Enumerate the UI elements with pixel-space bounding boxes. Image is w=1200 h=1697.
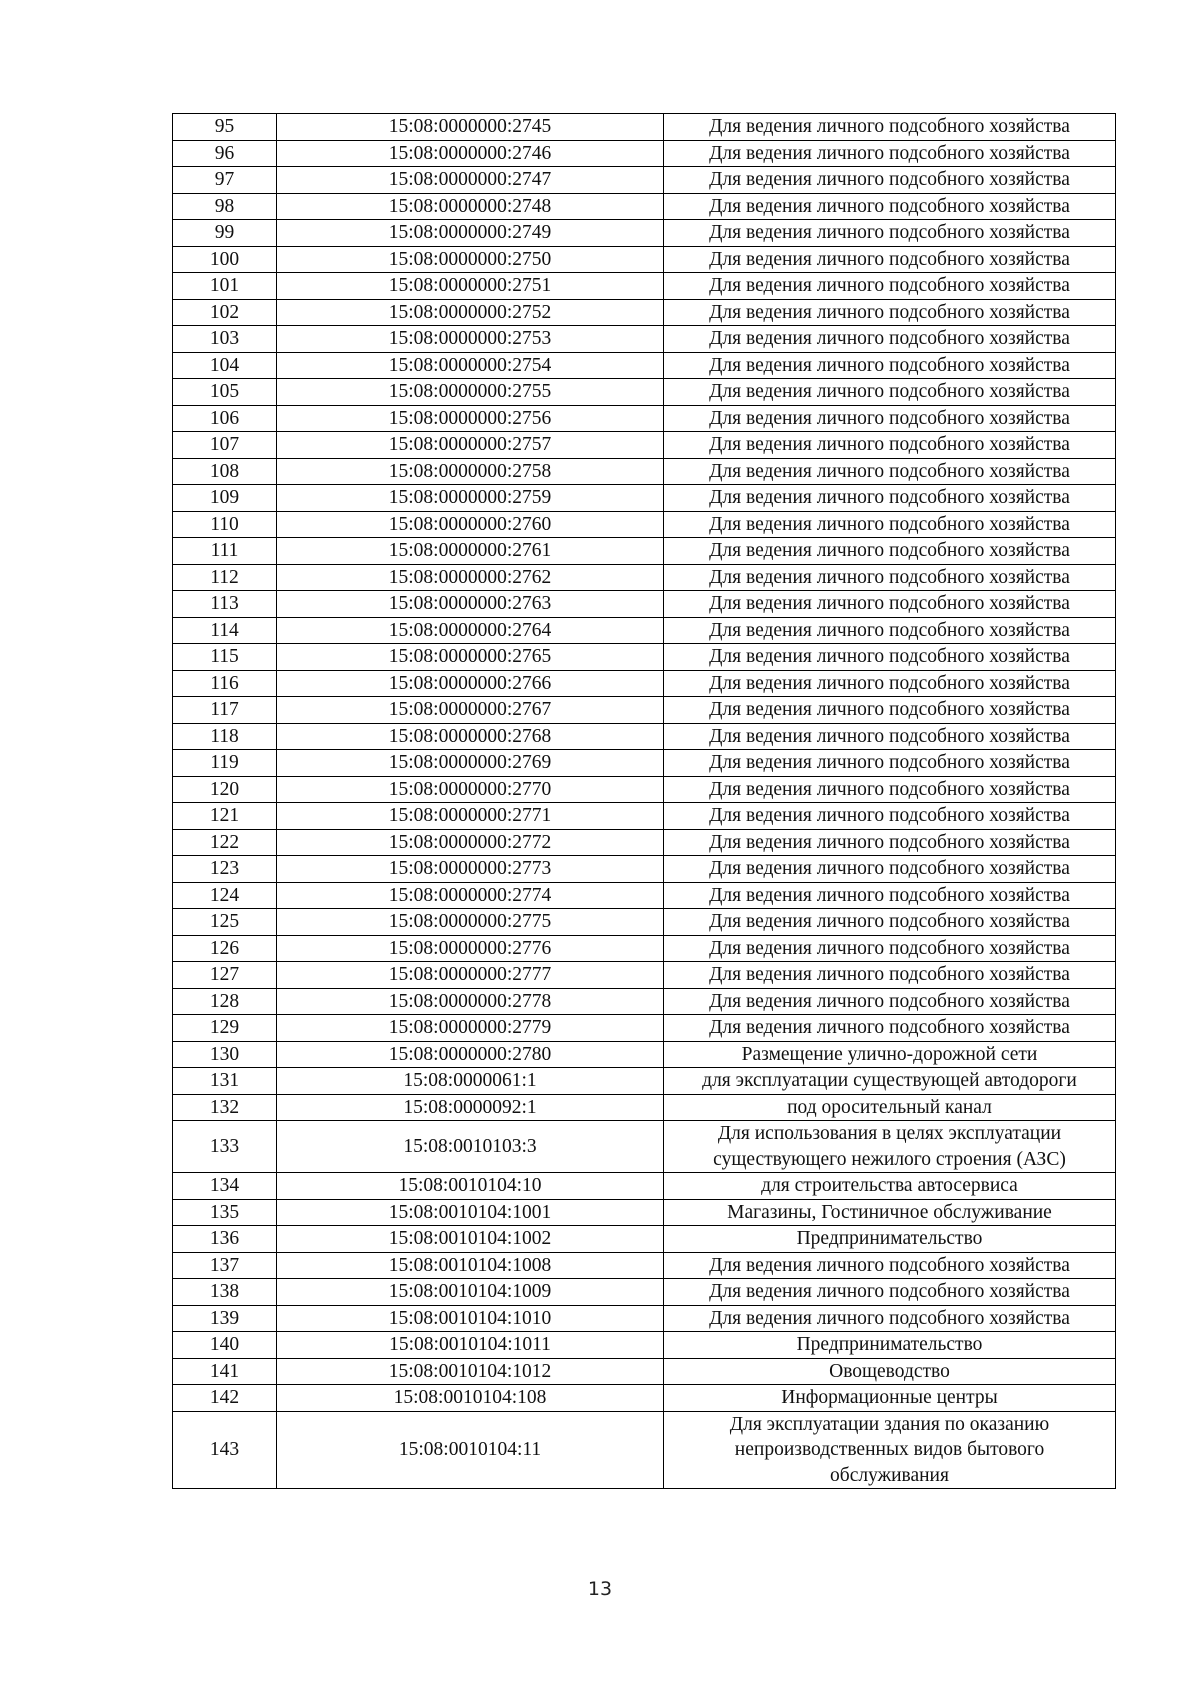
cadastral-number-cell: 15:08:0010104:1008	[277, 1252, 664, 1279]
row-number-cell: 137	[173, 1252, 277, 1279]
row-number-cell: 116	[173, 670, 277, 697]
table-row	[173, 1199, 1116, 1226]
table-row	[173, 670, 1116, 697]
cadastral-number-cell: 15:08:0000000:2778	[277, 988, 664, 1015]
row-number-cell: 106	[173, 405, 277, 432]
row-number-cell: 110	[173, 511, 277, 538]
cadastral-number-cell: 15:08:0000000:2764	[277, 617, 664, 644]
row-number-cell: 100	[173, 246, 277, 273]
table-body	[173, 114, 1116, 1489]
table-row	[173, 776, 1116, 803]
cadastral-number-cell: 15:08:0000000:2752	[277, 299, 664, 326]
permitted-use-cell: Для ведения личного подсобного хозяйства	[664, 405, 1116, 432]
table-row	[173, 935, 1116, 962]
cadastral-number-cell: 15:08:0010104:1011	[277, 1332, 664, 1359]
cadastral-number-cell: 15:08:0000000:2765	[277, 644, 664, 671]
table-row	[173, 326, 1116, 353]
table-row	[173, 1279, 1116, 1306]
cadastral-number-cell: 15:08:0000000:2757	[277, 432, 664, 459]
cadastral-number-cell: 15:08:0000000:2760	[277, 511, 664, 538]
row-number-cell: 126	[173, 935, 277, 962]
row-number-cell: 142	[173, 1385, 277, 1412]
permitted-use-cell: Для ведения личного подсобного хозяйства	[664, 246, 1116, 273]
row-number-cell: 109	[173, 485, 277, 512]
cadastral-number-cell: 15:08:0000000:2745	[277, 114, 664, 141]
permitted-use-cell: Для ведения личного подсобного хозяйства	[664, 352, 1116, 379]
row-number-cell: 130	[173, 1041, 277, 1068]
cadastral-number-cell: 15:08:0000000:2770	[277, 776, 664, 803]
table-row	[173, 114, 1116, 141]
table-row	[173, 1226, 1116, 1253]
permitted-use-cell: Для ведения личного подсобного хозяйства	[664, 935, 1116, 962]
row-number-cell: 95	[173, 114, 277, 141]
permitted-use-cell: Для ведения личного подсобного хозяйства	[664, 803, 1116, 830]
table-row	[173, 1358, 1116, 1385]
permitted-use-cell: Предпринимательство	[664, 1332, 1116, 1359]
permitted-use-cell: Для ведения личного подсобного хозяйства	[664, 750, 1116, 777]
permitted-use-cell: Для ведения личного подсобного хозяйства	[664, 723, 1116, 750]
table-row	[173, 511, 1116, 538]
cadastral-number-cell: 15:08:0000000:2755	[277, 379, 664, 406]
row-number-cell: 120	[173, 776, 277, 803]
row-number-cell: 139	[173, 1305, 277, 1332]
table-row	[173, 617, 1116, 644]
table-row	[173, 591, 1116, 618]
table-row	[173, 988, 1116, 1015]
row-number-cell: 123	[173, 856, 277, 883]
cadastral-number-cell: 15:08:0000000:2754	[277, 352, 664, 379]
cadastral-number-cell: 15:08:0000000:2753	[277, 326, 664, 353]
table-row	[173, 1121, 1116, 1173]
table-row	[173, 697, 1116, 724]
table-row	[173, 1015, 1116, 1042]
row-number-cell: 105	[173, 379, 277, 406]
table-row	[173, 803, 1116, 830]
table-row	[173, 882, 1116, 909]
row-number-cell: 138	[173, 1279, 277, 1306]
permitted-use-cell: Для ведения личного подсобного хозяйства	[664, 1015, 1116, 1042]
permitted-use-cell: Для ведения личного подсобного хозяйства	[664, 644, 1116, 671]
cadastral-number-cell: 15:08:0000000:2775	[277, 909, 664, 936]
permitted-use-cell: под оросительный канал	[664, 1094, 1116, 1121]
row-number-cell: 119	[173, 750, 277, 777]
table-row	[173, 352, 1116, 379]
permitted-use-cell: для эксплуатации существующей автодороги	[664, 1068, 1116, 1095]
permitted-use-cell: Для использования в целях эксплуатации существующего нежилого строения (АЗС)	[664, 1121, 1116, 1173]
table-row	[173, 458, 1116, 485]
permitted-use-cell: Для ведения личного подсобного хозяйства	[664, 273, 1116, 300]
row-number-cell: 115	[173, 644, 277, 671]
table-row	[173, 750, 1116, 777]
row-number-cell: 114	[173, 617, 277, 644]
table-row	[173, 273, 1116, 300]
cadastral-number-cell: 15:08:0010103:3	[277, 1121, 664, 1173]
row-number-cell: 127	[173, 962, 277, 989]
cadastral-number-cell: 15:08:0010104:1002	[277, 1226, 664, 1253]
land-plots-table	[172, 113, 1116, 1489]
permitted-use-cell: Для ведения личного подсобного хозяйства	[664, 458, 1116, 485]
permitted-use-cell: Для ведения личного подсобного хозяйства	[664, 114, 1116, 141]
cadastral-number-cell: 15:08:0010104:1010	[277, 1305, 664, 1332]
row-number-cell: 96	[173, 140, 277, 167]
table-row	[173, 723, 1116, 750]
permitted-use-cell: Для ведения личного подсобного хозяйства	[664, 617, 1116, 644]
table-row	[173, 1068, 1116, 1095]
cadastral-number-cell: 15:08:0000000:2767	[277, 697, 664, 724]
row-number-cell: 129	[173, 1015, 277, 1042]
row-number-cell: 134	[173, 1173, 277, 1200]
permitted-use-cell: Для ведения личного подсобного хозяйства	[664, 140, 1116, 167]
table-row	[173, 829, 1116, 856]
permitted-use-cell: Для эксплуатации здания по оказанию непроизводственных видов бытового обслуживания	[664, 1411, 1116, 1489]
cadastral-number-cell: 15:08:0000000:2773	[277, 856, 664, 883]
row-number-cell: 133	[173, 1121, 277, 1173]
row-number-cell: 98	[173, 193, 277, 220]
row-number-cell: 131	[173, 1068, 277, 1095]
cadastral-number-cell: 15:08:0000000:2771	[277, 803, 664, 830]
cadastral-number-cell: 15:08:0000000:2768	[277, 723, 664, 750]
cadastral-number-cell: 15:08:0000000:2769	[277, 750, 664, 777]
table-row	[173, 246, 1116, 273]
row-number-cell: 103	[173, 326, 277, 353]
row-number-cell: 112	[173, 564, 277, 591]
cadastral-number-cell: 15:08:0000000:2749	[277, 220, 664, 247]
row-number-cell: 108	[173, 458, 277, 485]
cadastral-number-cell: 15:08:0000000:2758	[277, 458, 664, 485]
row-number-cell: 135	[173, 1199, 277, 1226]
table-row	[173, 193, 1116, 220]
cadastral-number-cell: 15:08:0010104:11	[277, 1411, 664, 1489]
cadastral-number-cell: 15:08:0000000:2776	[277, 935, 664, 962]
cadastral-number-cell: 15:08:0000000:2772	[277, 829, 664, 856]
row-number-cell: 113	[173, 591, 277, 618]
cadastral-number-cell: 15:08:0010104:1009	[277, 1279, 664, 1306]
cadastral-number-cell: 15:08:0010104:1012	[277, 1358, 664, 1385]
cadastral-number-cell: 15:08:0010104:1001	[277, 1199, 664, 1226]
cadastral-number-cell: 15:08:0000000:2780	[277, 1041, 664, 1068]
table-row	[173, 909, 1116, 936]
table-row	[173, 644, 1116, 671]
cadastral-number-cell: 15:08:0000000:2746	[277, 140, 664, 167]
cadastral-number-cell: 15:08:0000000:2762	[277, 564, 664, 591]
row-number-cell: 121	[173, 803, 277, 830]
cadastral-number-cell: 15:08:0000000:2759	[277, 485, 664, 512]
permitted-use-cell: Предпринимательство	[664, 1226, 1116, 1253]
permitted-use-cell: Для ведения личного подсобного хозяйства	[664, 485, 1116, 512]
row-number-cell: 125	[173, 909, 277, 936]
cadastral-number-cell: 15:08:0000000:2763	[277, 591, 664, 618]
cadastral-number-cell: 15:08:0000000:2750	[277, 246, 664, 273]
row-number-cell: 107	[173, 432, 277, 459]
table-row	[173, 220, 1116, 247]
permitted-use-cell: Для ведения личного подсобного хозяйства	[664, 988, 1116, 1015]
row-number-cell: 102	[173, 299, 277, 326]
cadastral-number-cell: 15:08:0000000:2766	[277, 670, 664, 697]
table-row	[173, 140, 1116, 167]
row-number-cell: 128	[173, 988, 277, 1015]
table-row	[173, 538, 1116, 565]
cadastral-number-cell: 15:08:0000000:2756	[277, 405, 664, 432]
table-row	[173, 1305, 1116, 1332]
cadastral-number-cell: 15:08:0000000:2774	[277, 882, 664, 909]
cadastral-number-cell: 15:08:0000000:2761	[277, 538, 664, 565]
table-row	[173, 1094, 1116, 1121]
permitted-use-cell: Для ведения личного подсобного хозяйства	[664, 856, 1116, 883]
permitted-use-cell: Магазины, Гостиничное обслуживание	[664, 1199, 1116, 1226]
permitted-use-cell: Для ведения личного подсобного хозяйства	[664, 670, 1116, 697]
table-row	[173, 1385, 1116, 1412]
row-number-cell: 117	[173, 697, 277, 724]
cadastral-number-cell: 15:08:0000061:1	[277, 1068, 664, 1095]
cadastral-number-cell: 15:08:0000000:2748	[277, 193, 664, 220]
permitted-use-cell: Для ведения личного подсобного хозяйства	[664, 697, 1116, 724]
row-number-cell: 97	[173, 167, 277, 194]
permitted-use-cell: Для ведения личного подсобного хозяйства	[664, 882, 1116, 909]
table-row	[173, 1041, 1116, 1068]
permitted-use-cell: Для ведения личного подсобного хозяйства	[664, 1252, 1116, 1279]
table-row	[173, 564, 1116, 591]
cadastral-number-cell: 15:08:0000000:2777	[277, 962, 664, 989]
table-row	[173, 485, 1116, 512]
table-row	[173, 962, 1116, 989]
permitted-use-cell: Для ведения личного подсобного хозяйства	[664, 962, 1116, 989]
permitted-use-cell: Для ведения личного подсобного хозяйства	[664, 432, 1116, 459]
permitted-use-cell: Для ведения личного подсобного хозяйства	[664, 829, 1116, 856]
permitted-use-cell: для строительства автосервиса	[664, 1173, 1116, 1200]
row-number-cell: 99	[173, 220, 277, 247]
permitted-use-cell: Для ведения личного подсобного хозяйства	[664, 326, 1116, 353]
permitted-use-cell: Для ведения личного подсобного хозяйства	[664, 909, 1116, 936]
table-row	[173, 379, 1116, 406]
table-row	[173, 432, 1116, 459]
table-row	[173, 1173, 1116, 1200]
permitted-use-cell: Информационные центры	[664, 1385, 1116, 1412]
row-number-cell: 111	[173, 538, 277, 565]
row-number-cell: 118	[173, 723, 277, 750]
row-number-cell: 104	[173, 352, 277, 379]
table-row	[173, 856, 1116, 883]
cadastral-number-cell: 15:08:0010104:108	[277, 1385, 664, 1412]
table-row	[173, 405, 1116, 432]
permitted-use-cell: Для ведения личного подсобного хозяйства	[664, 1305, 1116, 1332]
permitted-use-cell: Для ведения личного подсобного хозяйства	[664, 511, 1116, 538]
row-number-cell: 143	[173, 1411, 277, 1489]
permitted-use-cell: Для ведения личного подсобного хозяйства	[664, 167, 1116, 194]
table-row	[173, 1411, 1116, 1489]
table-row	[173, 167, 1116, 194]
table-row	[173, 1332, 1116, 1359]
permitted-use-cell: Для ведения личного подсобного хозяйства	[664, 220, 1116, 247]
page-number: 13	[587, 1578, 613, 1600]
row-number-cell: 132	[173, 1094, 277, 1121]
table-row	[173, 1252, 1116, 1279]
row-number-cell: 141	[173, 1358, 277, 1385]
permitted-use-cell: Для ведения личного подсобного хозяйства	[664, 299, 1116, 326]
cadastral-number-cell: 15:08:0000000:2747	[277, 167, 664, 194]
cadastral-number-cell: 15:08:0010104:10	[277, 1173, 664, 1200]
permitted-use-cell: Для ведения личного подсобного хозяйства	[664, 1279, 1116, 1306]
cadastral-number-cell: 15:08:0000000:2779	[277, 1015, 664, 1042]
row-number-cell: 122	[173, 829, 277, 856]
permitted-use-cell: Для ведения личного подсобного хозяйства	[664, 564, 1116, 591]
row-number-cell: 124	[173, 882, 277, 909]
table-row	[173, 299, 1116, 326]
cadastral-number-cell: 15:08:0000092:1	[277, 1094, 664, 1121]
permitted-use-cell: Для ведения личного подсобного хозяйства	[664, 538, 1116, 565]
permitted-use-cell: Размещение улично-дорожной сети	[664, 1041, 1116, 1068]
permitted-use-cell: Овощеводство	[664, 1358, 1116, 1385]
cadastral-number-cell: 15:08:0000000:2751	[277, 273, 664, 300]
permitted-use-cell: Для ведения личного подсобного хозяйства	[664, 591, 1116, 618]
row-number-cell: 101	[173, 273, 277, 300]
row-number-cell: 140	[173, 1332, 277, 1359]
permitted-use-cell: Для ведения личного подсобного хозяйства	[664, 379, 1116, 406]
row-number-cell: 136	[173, 1226, 277, 1253]
permitted-use-cell: Для ведения личного подсобного хозяйства	[664, 776, 1116, 803]
permitted-use-cell: Для ведения личного подсобного хозяйства	[664, 193, 1116, 220]
